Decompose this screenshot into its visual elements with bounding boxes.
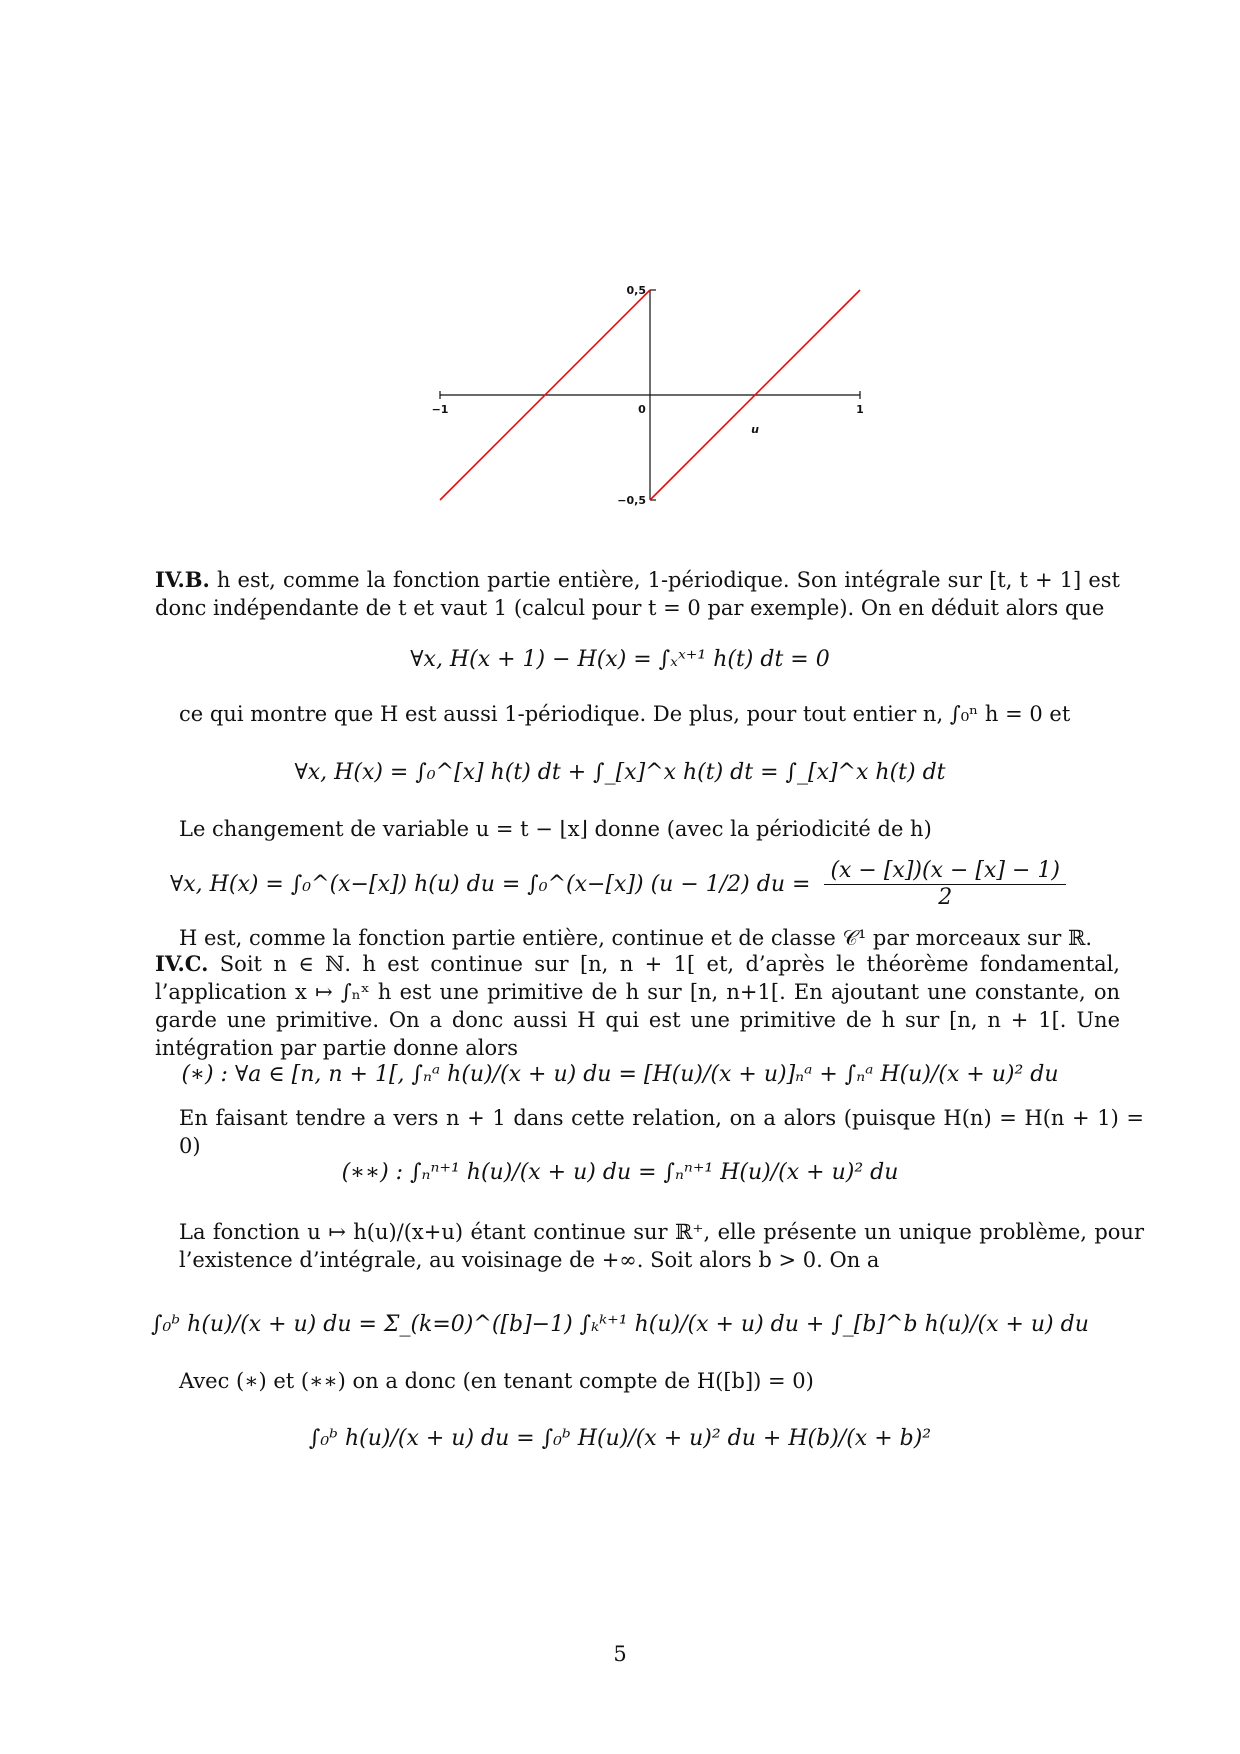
x-axis-label: u [751, 423, 759, 436]
ivb-equation-3-denominator: 2 [938, 885, 953, 910]
ivb-paragraph-1: h est, comme la fonction partie entière, 1-périodique. Son intégrale sur [t, t + 1] est donc indépendante de t et vaut 1 (calcul pour t = 0 par exemple). On en déduit alors que [155, 568, 1120, 620]
ivc-intro [155, 950, 1120, 1062]
ivc-paragraph-2-block [155, 1104, 1144, 1160]
ivc-paragraph-4: Avec (∗) et (∗∗) on a donc (en tenant compte de H([b]) = 0) [179, 1369, 814, 1393]
ivb-equation-3-numerator: (x − [x])(x − [x] − 1) [824, 858, 1066, 885]
x-tick-label-right: 1 [856, 403, 864, 416]
ivb-paragraph-4-block [155, 924, 1144, 952]
y-tick-label-bottom: −0,5 [617, 494, 646, 507]
ivb-paragraph-2-block [155, 700, 1144, 728]
y-tick-label-top: 0,5 [626, 284, 646, 297]
ivb-paragraph-2: ce qui montre que H est aussi 1-périodique. De plus, pour tout entier n, ∫₀ⁿ h = 0 et [179, 702, 1071, 726]
ivb-paragraph-3-block [155, 815, 1144, 843]
ivb-paragraph-4: H est, comme la fonction partie entière, continue et de classe 𝒞¹ par morceaux sur ℝ. [179, 926, 1093, 950]
ivb-equation-3-fraction [824, 858, 1066, 911]
ivc-paragraph-2: En faisant tendre a vers n + 1 dans cette relation, on a alors (puisque H(n) = H(n + 1) = 0) [179, 1106, 1144, 1158]
ivc-equation-3: ∫₀ᵇ h(u)/(x + u) du = Σ_(k=0)^([b]−1) ∫ₖᵏ⁺¹ h(u)/(x + u) du + ∫_[b]^b h(u)/(x + u) du [151, 1312, 1089, 1337]
ivc-label: IV.C. [155, 951, 209, 976]
ivb-equation-3 [150, 858, 1090, 911]
ivc-equation-2: (∗∗) : ∫ₙⁿ⁺¹ h(u)/(x + u) du = ∫ₙⁿ⁺¹ H(u)/(x + u)² du [341, 1160, 899, 1185]
ivb-equation-2: ∀x, H(x) = ∫₀^[x] h(t) dt + ∫_[x]^x h(t) dt = ∫_[x]^x h(t) dt [294, 760, 946, 785]
ivb-label: IV.B. [155, 567, 210, 592]
ivb-paragraph-3: Le changement de variable u = t − ⌊x⌋ donne (avec la périodicité de h) [179, 817, 932, 841]
ivc-equation-4: ∫₀ᵇ h(u)/(x + u) du = ∫₀ᵇ H(u)/(x + u)² du + H(b)/(x + b)² [308, 1426, 932, 1451]
ivb-equation-3-left: ∀x, H(x) = ∫₀^(x−[x]) h(u) du = ∫₀^(x−[x]) (u − 1/2) du = [170, 871, 811, 897]
ivc-paragraph-1: Soit n ∈ ℕ. h est continue sur [n, n + 1[ et, d’après le théorème fondamental, l’application x ↦ ∫ₙˣ h est une primitive de h sur [n, n+1[. En ajoutant une constante, on garde une primitive. On a donc aussi H qui est une primitive de h sur [n, n + 1[. Une intégration par partie donne alors [155, 952, 1120, 1060]
ivb-intro [155, 566, 1120, 622]
ivc-paragraph-4-block [155, 1367, 1144, 1395]
x-tick-label-left: −1 [431, 403, 449, 416]
sawtooth-plot [420, 280, 880, 520]
page-number: 5 [613, 1642, 627, 1666]
ivc-paragraph-3: La fonction u ↦ h(u)/(x+u) étant continue sur ℝ⁺, elle présente un unique problème, pour l’existence d’intégrale, au voisinage de +∞. Soit alors b > 0. On a [179, 1220, 1144, 1272]
x-tick-label-zero: 0 [638, 403, 646, 416]
ivc-equation-1: (∗) : ∀a ∈ [n, n + 1[, ∫ₙᵃ h(u)/(x + u) du = [H(u)/(x + u)]ₙᵃ + ∫ₙᵃ H(u)/(x + u)² du [181, 1062, 1059, 1087]
ivb-equation-1: ∀x, H(x + 1) − H(x) = ∫ₓˣ⁺¹ h(t) dt = 0 [410, 647, 830, 672]
ivc-paragraph-3-block [155, 1218, 1144, 1274]
